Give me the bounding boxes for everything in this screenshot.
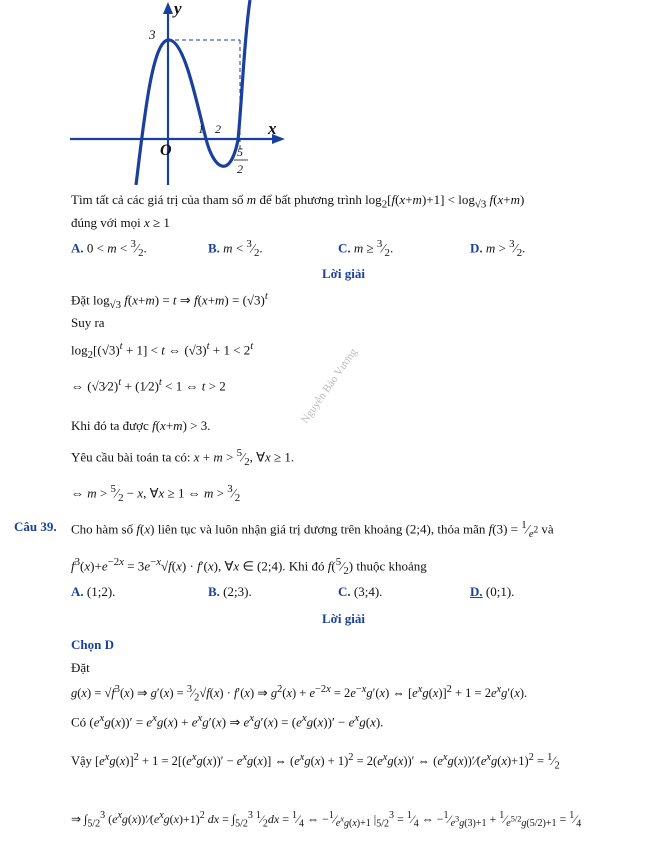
q39-option-d[interactable]: D. (0;1).: [470, 584, 515, 599]
function-graph: [60, 0, 320, 185]
q39-line-2: $g(x) = √f^3(x)$ ⇒ $g'(x) = ^3⁄_2√f(x) \cdot f'(x)$ ⇒ $g^2(x) + e^{-2x} = 2e^{-x}g'(x)$ ⇔ $[e^xg(x)]^2 + 1 = 2e^xg'(x)$.: [71, 684, 528, 704]
q38-option-b[interactable]: B. $m < ^3⁄_2$.: [208, 238, 263, 259]
q38-stem-line2: đúng với mọi x ≥ 1: [71, 215, 170, 230]
q39-line-1: Đặt: [71, 660, 90, 675]
q39-option-c[interactable]: C. (3;4).: [338, 584, 383, 599]
option-label: B.: [208, 240, 220, 256]
origin-label: O: [160, 142, 172, 159]
option-label: A.: [71, 240, 84, 256]
q38-line-4: ⇔ (√3⁄2)$^t$ + (1⁄2)$^t$ < 1 ⇔ t > 2: [71, 376, 226, 394]
tick-2-label: 2: [215, 122, 221, 136]
q39-answer: Chọn D: [71, 637, 114, 652]
option-label: D.: [470, 240, 483, 256]
q39-line-5: ⇒ $\int_{5/2}^3$ $(e^xg(x))'⁄(e^xg(x)+1)^2$ dx = $\int_{5/2}^3$ $^1⁄_2dx$ = $^1⁄_4$ ⇔ $-^1⁄_{e^xg(x)+1}$ $|_{5/2}^3$ = $^1⁄_4$ ⇔ $-^1⁄_{e^3g(3)+1}$ + $^1⁄_{e^{5/2}g(5/2)+1}$ = $^1⁄_4$: [71, 810, 582, 830]
q38-solution-title: Lời giải: [322, 266, 365, 281]
q38-option-c[interactable]: C. $m \ge ^3⁄_2$.: [338, 238, 394, 259]
option-label: C.: [338, 240, 351, 256]
y-axis-label: y: [174, 0, 182, 18]
q38-line-3: $\log_2[(√3)^t + 1] < t$ ⇔ $(√3)^t + 1 < 2^t$: [71, 340, 254, 361]
q38-line-5: Khi đó ta được f(x+m) > 3.: [71, 418, 211, 433]
tick-52-den: 2: [237, 162, 243, 176]
q39-option-b[interactable]: B. (2;3).: [208, 584, 252, 599]
option-label: A.: [71, 584, 84, 599]
q38-option-a[interactable]: A. $0 < m < ^3⁄_2$.: [71, 238, 147, 259]
q39-line-4: Vậy $[e^xg(x)]^2 + 1 = 2[(e^xg(x))' - e^xg(x)]$ ⇔ $(e^xg(x) + 1)^2 = 2(e^xg(x))'$ ⇔ $(e^xg(x))'⁄(e^xg(x)+1)^2$ = $^1⁄_2$: [71, 752, 560, 772]
watermark: Nguyễn Bảo Vương: [298, 346, 360, 426]
q38-line-7: ⇔ $m > ^5⁄_2 - x$, ∀x ≥ 1 ⇔ $m > ^3⁄_2$: [71, 483, 241, 504]
tick-3-label: 3: [149, 27, 156, 42]
q39-line-3: Có $(e^xg(x))' = e^xg(x) + e^xg'(x)$ ⇒ $e^xg'(x) = (e^xg(x))' - e^xg(x)$.: [71, 712, 384, 730]
tick-1-label: 1: [198, 122, 204, 136]
x-axis-label: x: [268, 119, 277, 138]
q38-option-d[interactable]: D. $m > ^3⁄_2$.: [470, 238, 526, 259]
tick-52-num: 5: [237, 145, 243, 159]
q38-line-2: Suy ra: [71, 315, 105, 330]
q39-solution-title: Lời giải: [322, 611, 365, 626]
q38-line-6: Yêu cầu bài toán ta có: $x + m > ^5⁄_2$, ∀x ≥ 1.: [71, 447, 295, 468]
option-label: D.: [470, 584, 483, 599]
q39-stem-line1: Cho hàm số f(x) liên tục và luôn nhận giá trị dương trên khoảng (2;4), thỏa mãn $f(3) = ^1⁄_{e^2}$ và: [71, 519, 554, 540]
option-label: B.: [208, 584, 220, 599]
q39-stem-line2: $f^3(x)+e^{-2x} = 3e^{-x}√f(x) \cdot f'(x)$, ∀x ∈ (2;4). Khi đó $f(^5⁄_2)$ thuộc khoảng: [71, 556, 427, 577]
option-label: C.: [338, 584, 351, 599]
q39-number: Câu 39.: [14, 519, 57, 534]
q38-stem-line1: Tìm tất cả các giá trị của tham số m để bất phương trình $\log_2[f(x+m)+1] < \log_{√3} f(x+m)$: [71, 192, 525, 211]
y-axis-arrow: [163, 2, 173, 14]
q39-option-a[interactable]: A. (1;2).: [71, 584, 116, 599]
q38-line-1: Đặt $\log_{√3} f(x+m) = t$ ⇒ $f(x+m) = (√3)^t$: [71, 290, 268, 311]
